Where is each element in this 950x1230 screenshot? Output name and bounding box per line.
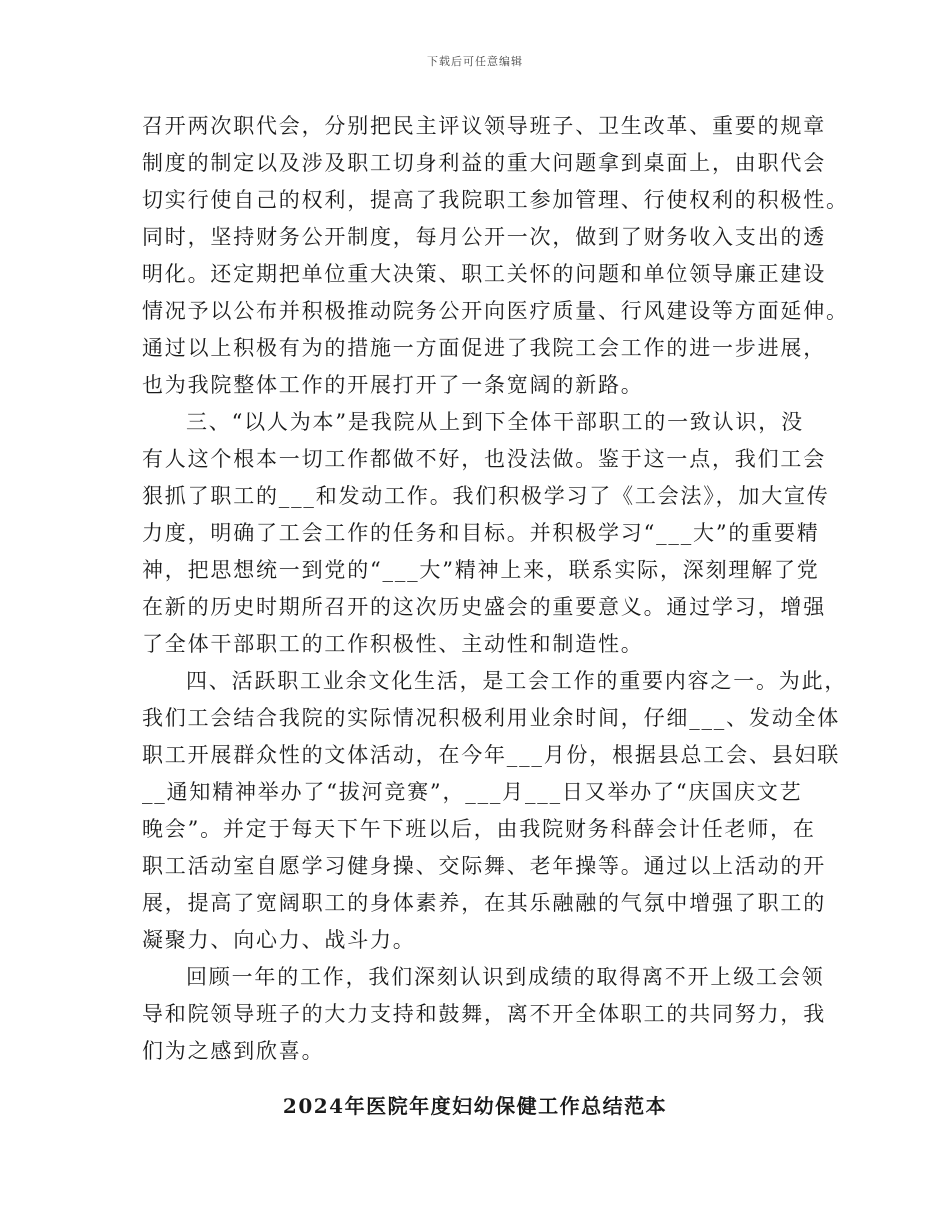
text-line: 切实行使自己的权利，提高了我院职工参加管理、行使权利的积极性。 — [142, 188, 849, 212]
text-line: 召开两次职代会，分别把民主评议领导班子、卫生改革、重要的规章 — [142, 114, 826, 138]
text-line: 明化。还定期把单位重大决策、职工关怀的问题和单位领导廉正建设 — [142, 262, 826, 286]
text-line: 导和院领导班子的大力支持和鼓舞，离不开全体职工的共同努力，我 — [142, 1002, 826, 1026]
text-line: 也为我院整体工作的开展打开了一条宽阔的新路。 — [142, 373, 644, 397]
text-line: 职工开展群众性的文体活动，在今年___月份，根据县总工会、县妇联 — [142, 743, 841, 767]
text-line: 神，把思想统一到党的“___大”精神上来，联系实际，深刻理解了党 — [142, 558, 820, 582]
paragraph-start-line: 回顾一年的工作，我们深刻认识到成绩的取得离不开上级工会领 — [186, 965, 825, 989]
text-line: __通知精神举办了“拔河竞赛”，___月___日又举办了“庆国庆文艺 — [142, 780, 803, 804]
paragraph-start-line: 四、活跃职工业余文化生活，是工会工作的重要内容之一。为此， — [186, 669, 848, 693]
text-line: 在新的历史时期所召开的这次历史盛会的重要意义。通过学习，增强 — [142, 595, 826, 619]
document-title: 2024年医院年度妇幼保健工作总结范本 — [282, 1094, 668, 1118]
text-line: 我们工会结合我院的实际情况积极利用业余时间，仔细___、发动全体 — [142, 706, 841, 730]
header-note: 下载后可任意编辑 — [427, 55, 523, 68]
text-line: 制度的制定以及涉及职工切身利益的重大问题拿到桌面上，由职代会 — [142, 151, 826, 175]
text-line: 凝聚力、向心力、战斗力。 — [142, 928, 416, 952]
text-line: 狠抓了职工的___和发动工作。我们积极学习了《工会法》，加大宣传 — [142, 484, 830, 508]
body-text — [142, 108, 849, 1070]
text-line: 晚会”。并定于每天下午下班以后，由我院财务科薛会计任老师，在 — [142, 817, 816, 841]
text-line: 了全体干部职工的工作积极性、主动性和制造性。 — [142, 632, 644, 656]
text-line: 展，提高了宽阔职工的身体素养，在其乐融融的气氛中增强了职工的 — [142, 891, 826, 915]
text-line: 们为之感到欣喜。 — [142, 1039, 325, 1063]
text-line: 同时，坚持财务公开制度，每月公开一次，做到了财务收入支出的透 — [142, 225, 826, 249]
text-line: 通过以上积极有为的措施一方面促进了我院工会工作的进一步进展， — [142, 336, 826, 360]
text-line: 有人这个根本一切工作都做不好，也没法做。鉴于这一点，我们工会 — [142, 447, 826, 471]
text-line: 力度，明确了工会工作的任务和目标。并积极学习“___大”的重要精 — [142, 521, 820, 545]
text-line: 情况予以公布并积极推动院务公开向医疗质量、行风建设等方面延伸。 — [142, 299, 849, 323]
text-line: 职工活动室自愿学习健身操、交际舞、老年操等。通过以上活动的开 — [142, 854, 826, 878]
paragraph-start-line: 三、“以人为本”是我院从上到下全体干部职工的一致认识，没 — [186, 410, 804, 434]
